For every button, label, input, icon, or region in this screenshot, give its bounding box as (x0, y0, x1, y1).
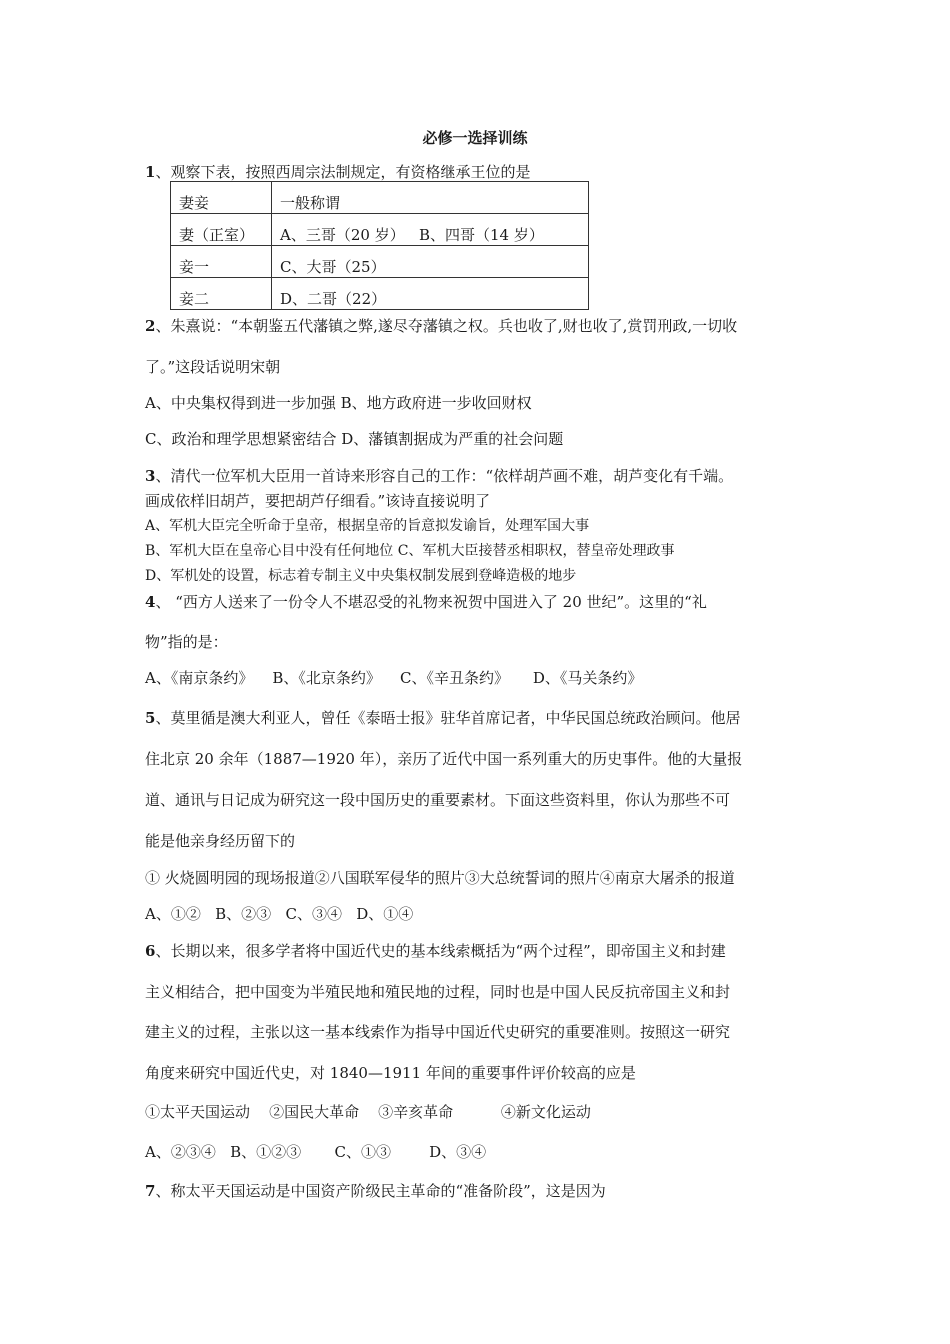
table-cell: 妻妾 (171, 182, 272, 214)
table-row (171, 246, 589, 278)
question-text-line: 建主义的过程，主张以这一基本线索作为指导中国近代史研究的重要准则。按照这一研究 (145, 1023, 731, 1041)
page-title: 必修一选择训练 (422, 129, 528, 147)
question-3 (145, 466, 733, 486)
question-number: 7 (145, 1182, 156, 1200)
question-4 (145, 592, 707, 612)
option-line: A、①② B、②③ C、③④ D、①④ (145, 905, 414, 923)
table-row (171, 278, 589, 310)
option-line: C、政治和理学思想紧密结合 D、藩镇割据成为严重的社会问题 (145, 430, 564, 448)
question-text-line: 主义相结合，把中国变为半殖民地和殖民地的过程，同时也是中国人民反抗帝国主义和封 (145, 983, 731, 1001)
question-text-line: 物”指的是： (145, 633, 228, 651)
question-text: 、朱熹说：“本朝鉴五代藩镇之弊,遂尽夺藩镇之权。兵也收了,财也收了,赏罚刑政,一切收 (155, 317, 738, 335)
question-number: 5 (145, 709, 156, 727)
table-cell: 一般称谓 (272, 182, 589, 214)
question-7 (145, 1181, 606, 1201)
option-line: D、军机处的设置，标志着专制主义中央集权制发展到登峰造极的地步 (145, 568, 577, 584)
option-line: A、军机大臣完全听命于皇帝，根据皇帝的旨意拟发谕旨，处理军国大事 (145, 518, 590, 534)
question-text: 、观察下表，按照西周宗法制规定，有资格继承王位的是 (155, 163, 531, 181)
succession-table (170, 181, 589, 310)
table-cell: A、三哥（20 岁） B、四哥（14 岁） (272, 214, 589, 246)
table-cell: C、大哥（25） (272, 246, 589, 278)
question-text-line: 画成依样旧胡芦，要把胡芦仔细看。”该诗直接说明了 (145, 492, 491, 510)
question-text: 、 “西方人送来了一份令人不堪忍受的礼物来祝贺中国进入了 20 世纪”。这里的“礼 (155, 593, 707, 611)
question-5 (145, 708, 740, 728)
question-number: 4 (145, 593, 156, 611)
question-text-line: 能是他亲身经历留下的 (145, 832, 296, 850)
items-line: ①太平天国运动 ②国民大革命 ③辛亥革命 ④新文化运动 (145, 1103, 591, 1121)
items-line: ① 火烧圆明园的现场报道②八国联军侵华的照片③大总统誓词的照片④南京大屠杀的报道 (145, 869, 735, 887)
table-cell: 妾一 (171, 246, 272, 278)
table-cell: 妾二 (171, 278, 272, 310)
question-number: 3 (145, 467, 156, 485)
question-text-line: 了。”这段话说明宋朝 (145, 358, 281, 376)
question-number: 6 (145, 942, 156, 960)
question-text-line: 角度来研究中国近代史，对 1840—1911 年间的重要事件评价较高的应是 (145, 1064, 636, 1082)
option-line: A、中央集权得到进一步加强 B、地方政府进一步收回财权 (145, 394, 532, 412)
option-line: B、军机大臣在皇帝心目中没有任何地位 C、军机大臣接替丞相职权，替皇帝处理政事 (145, 543, 675, 559)
question-text: 、莫里循是澳大利亚人，曾任《泰晤士报》驻华首席记者，中华民国总统政治顾问。他居 (155, 709, 741, 727)
question-text-line: 住北京 20 余年（1887—1920 年），亲历了近代中国一系列重大的历史事件。他的大量报 (145, 750, 743, 768)
question-text: 、称太平天国运动是中国资产阶级民主革命的“准备阶段”，这是因为 (155, 1182, 606, 1200)
table-row (171, 182, 589, 214)
question-number: 1 (145, 163, 156, 181)
question-6 (145, 941, 726, 961)
option-line: A、②③④ B、①②③ C、①③ D、③④ (145, 1143, 487, 1161)
table-cell: 妻（正室） (171, 214, 272, 246)
question-1 (145, 162, 530, 182)
question-text: 、长期以来，很多学者将中国近代史的基本线索概括为“两个过程”，即帝国主义和封建 (155, 942, 726, 960)
option-line: A、《南京条约》 B、《北京条约》 C、《辛丑条约》 D、《马关条约》 (145, 669, 643, 687)
table-cell: D、二哥（22） (272, 278, 589, 310)
question-number: 2 (145, 317, 156, 335)
question-text-line: 道、通讯与日记成为研究这一段中国历史的重要素材。下面这些资料里，你认为那些不可 (145, 791, 731, 809)
question-text: 、清代一位军机大臣用一首诗来形容自己的工作：“依样胡芦画不难，胡芦变化有千端。 (155, 467, 734, 485)
question-2 (145, 316, 737, 336)
table-row (171, 214, 589, 246)
